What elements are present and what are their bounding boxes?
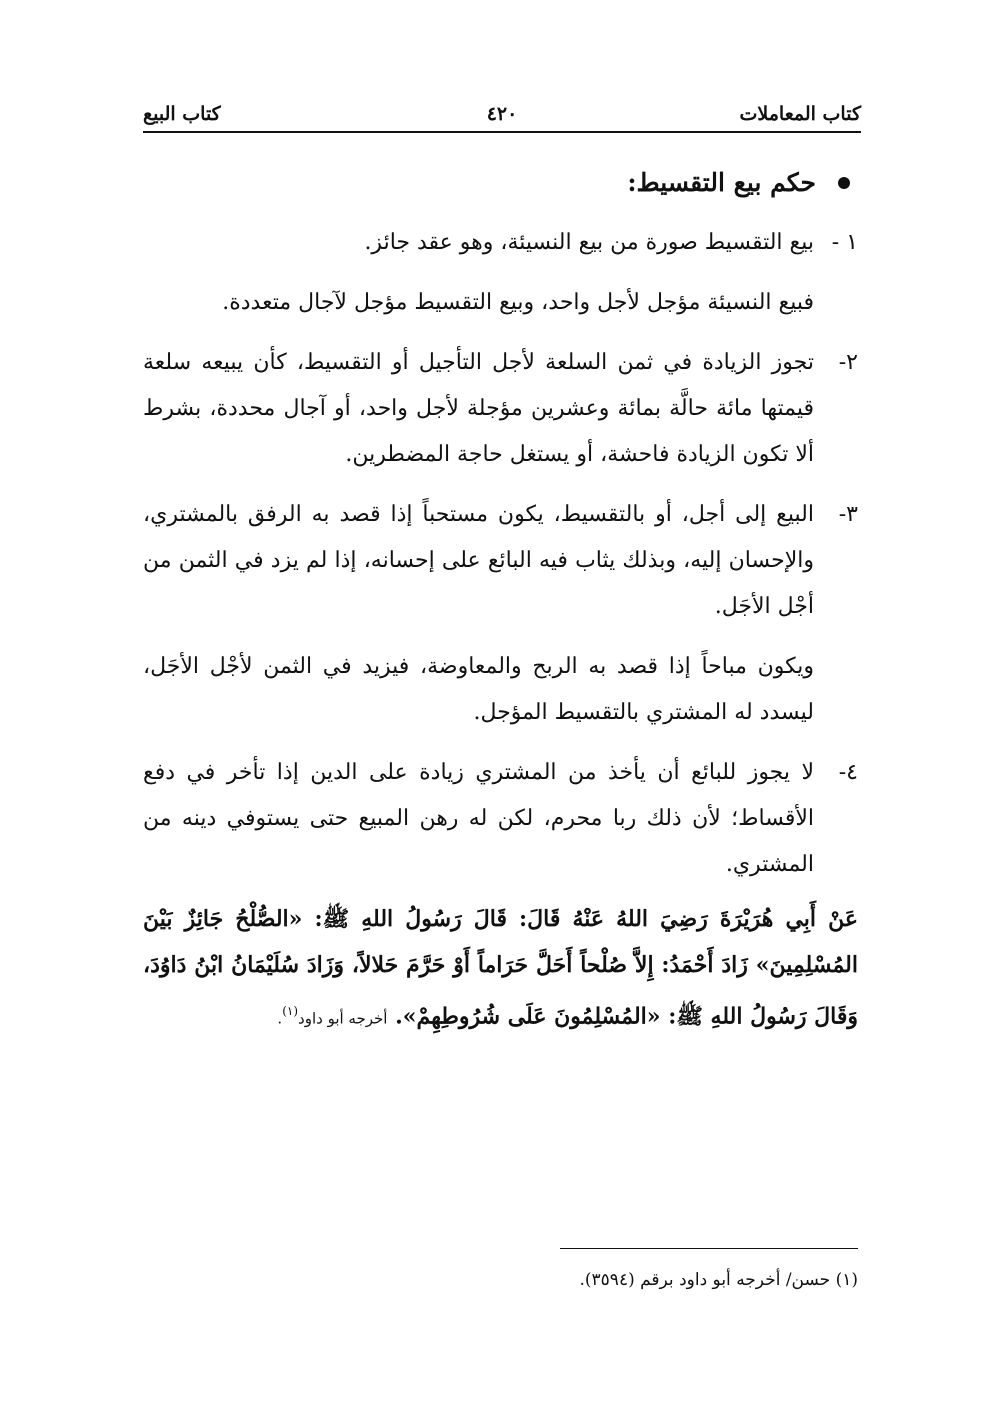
section-heading — [143, 160, 858, 206]
list-item — [143, 220, 858, 266]
main-text — [143, 160, 858, 1041]
header-divider — [143, 131, 861, 133]
list-item-number: ٢- — [838, 350, 858, 375]
list-item-paragraph: ويكون مباحاً إذا قصد به الربح والمعاوضة، فيزيد في الثمن لأجْل الأجَل، ليسدد له المشتري بالتقسيط المؤجل. — [143, 654, 814, 725]
header-book-title: كتاب المعاملات — [739, 103, 861, 125]
list-item-text: البيع إلى أجل، أو بالتقسيط، يكون مستحباً إذا قصد به الرفق بالمشتري، والإحسان إليه، وبذلك يثاب فيه البائع على إحسانه، إذا لم يزد في الثمن من أجْل الأجَل. — [143, 502, 814, 619]
running-header — [143, 100, 861, 132]
list-item-paragraph: فبيع النسيئة مؤجل لأجل واحد، وبيع التقسيط مؤجل لآجال متعددة. — [222, 290, 814, 315]
list-item — [143, 340, 858, 478]
list-item-number: ٤- — [838, 760, 858, 785]
hadith-paragraph — [143, 896, 858, 1041]
list-item-number: ٣- — [838, 502, 858, 527]
list-item-text: تجوز الزيادة في ثمن السلعة لأجل التأجيل أو التقسيط، كأن يبيعه سلعة قيمتها مائة حالَّة بمائة وعشرين مؤجلة لأجل واحد، أو آجال محددة، بشرط ألا تكون الزيادة فاحشة، أو يستغل حاجة المضطرين. — [143, 350, 814, 467]
section-heading-text: حكم بيع التقسيط: — [627, 168, 816, 197]
page-number: ٤٢٠ — [486, 103, 518, 125]
header-chapter-title: كتاب البيع — [143, 103, 221, 125]
bullet-icon — [838, 177, 850, 189]
list-item-text: لا يجوز للبائع أن يأخذ من المشتري زيادة على الدين إذا تأخر في دفع الأقساط؛ لأن ذلك ربا محرم، لكن له رهن المبيع حتى يستوفي دينه من المشتري. — [143, 760, 814, 877]
footnote: (١) حسن/ أخرجه أبو داود برقم (٣٥٩٤). — [579, 1270, 858, 1290]
footnote-divider — [560, 1248, 858, 1249]
hadith-source: أخرجه أبو داود — [298, 1009, 388, 1028]
hadith-text: عَنْ أَبِي هُرَيْرَةَ رَضِيَ اللهُ عَنْهُ قَالَ: قَالَ رَسُولُ اللهِ ﷺ: «الصُّلْحُ جَائِزٌ بَيْنَ المُسْلِمِينَ» زَادَ أَحْمَدُ: إِلاَّ صُلْحاً أَحَلَّ حَرَاماً أَوْ حَرَّمَ حَلالاً، وَزَادَ سُلَيْمَانُ ابْنُ دَاوُدَ، وَقَالَ رَسُولُ اللهِ ﷺ: «المُسْلِمُونَ عَلَى شُرُوطِهِمْ». — [143, 906, 858, 1030]
list-item — [143, 750, 858, 888]
list-item — [143, 492, 858, 630]
footnote-reference: (١) — [282, 1004, 299, 1018]
hadith-end: . — [277, 1009, 283, 1028]
list-item-text: بيع التقسيط صورة من بيع النسيئة، وهو عقد جائز. — [364, 230, 814, 255]
list-item-number: ١ - — [831, 230, 858, 255]
